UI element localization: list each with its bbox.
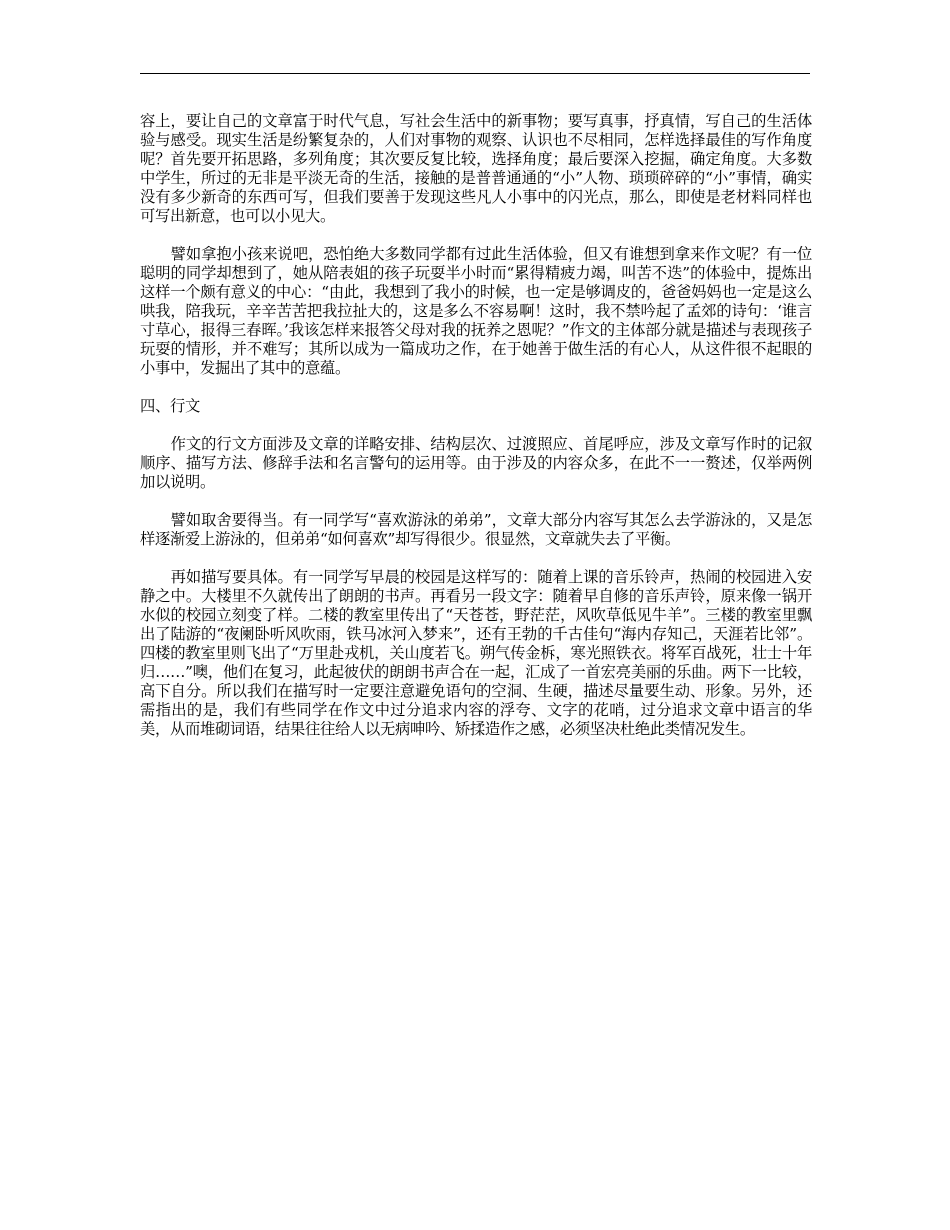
- header-rule: [140, 73, 810, 74]
- paragraph-description-example: 再如描写要具体。有一同学写早晨的校园是这样写的：随着上课的音乐铃声，热闹的校园进入安静之中。大楼里不久就传出了朗朗的书声。再看另一段文字：随着早自修的音乐声铃，原来像一锅开水似的校园立刻变了样。二楼的教室里传出了“天苍苍，野茫茫，风吹草低见牛羊”。三楼的教室里飘出了陆游的“夜阑卧听风吹雨，铁马冰河入梦来”，还有王勃的千古佳句“海内存知己，天涯若比邻”。四楼的教室里则飞出了“万里赴戎机，关山度若飞。朔气传金柝，寒光照铁衣。将军百战死，壮士十年归……”噢，他们在复习，此起彼伏的朗朗书声合在一起，汇成了一首宏亮美丽的乐曲。两下一比较，高下自分。所以我们在描写时一定要注意避免语句的空洞、生硬，描述尽量要生动、形象。另外，还需指出的是，我们有些同学在作文中过分追求内容的浮夸、文字的花哨，过分追求文章中语言的华美，从而堆砌词语，结果往往给人以无病呻吟、矫揉造作之感，必须坚决杜绝此类情况发生。: [140, 568, 812, 738]
- document-body: [140, 112, 812, 758]
- section-heading: 四、行文: [140, 397, 200, 415]
- paragraph-writing-overview: 作文的行文方面涉及文章的详略安排、结构层次、过渡照应、首尾呼应，涉及文章写作时的记叙顺序、描写方法、修辞手法和名言警句的运用等。由于涉及的内容众多，在此不一一赘述，仅举两例加以说明。: [140, 435, 812, 491]
- paragraph-continuation: 容上，要让自己的文章富于时代气息，写社会生活中的新事物；要写真事，抒真情，写自己的生活体验与感受。现实生活是纷繁复杂的，人们对事物的观察、认识也不尽相同，怎样选择最佳的写作角度呢？首先要开拓思路，多列角度；其次要反复比较，选择角度；最后要深入挖掘，确定角度。大多数中学生，所过的无非是平淡无奇的生活，接触的是普普通通的“小”人物、琐琐碎碎的“小”事情，确实没有多少新奇的东西可写，但我们要善于发现这些凡人小事中的闪光点，那么，即使是老材料同样也可写出新意，也可以小见大。: [140, 112, 812, 225]
- paragraph-selection-example: 譬如取舍要得当。有一同学写“喜欢游泳的弟弟”，文章大部分内容写其怎么去学游泳的，又是怎样逐渐爱上游泳的，但弟弟“如何喜欢”却写得很少。很显然，文章就失去了平衡。: [140, 511, 812, 548]
- paragraph-child-example: 譬如拿抱小孩来说吧，恐怕绝大多数同学都有过此生活体验，但又有谁想到拿来作文呢？有一位聪明的同学却想到了，她从陪表姐的孩子玩耍半小时而“累得精疲力竭，叫苦不迭”的体验中，提炼出这样一个颇有意义的中心：“由此，我想到了我小的时候，也一定是够调皮的，爸爸妈妈也一定是这么哄我，陪我玩，辛辛苦苦把我拉扯大的，这是多么不容易啊！这时，我不禁吟起了孟郊的诗句：‘谁言寸草心，报得三春晖。’我该怎样来报答父母对我的抚养之恩呢？”作文的主体部分就是描述与表现孩子玩耍的情形，并不难写；其所以成为一篇成功之作，在于她善于做生活的有心人，从这件很不起眼的小事中，发掘出了其中的意蕴。: [140, 245, 812, 377]
